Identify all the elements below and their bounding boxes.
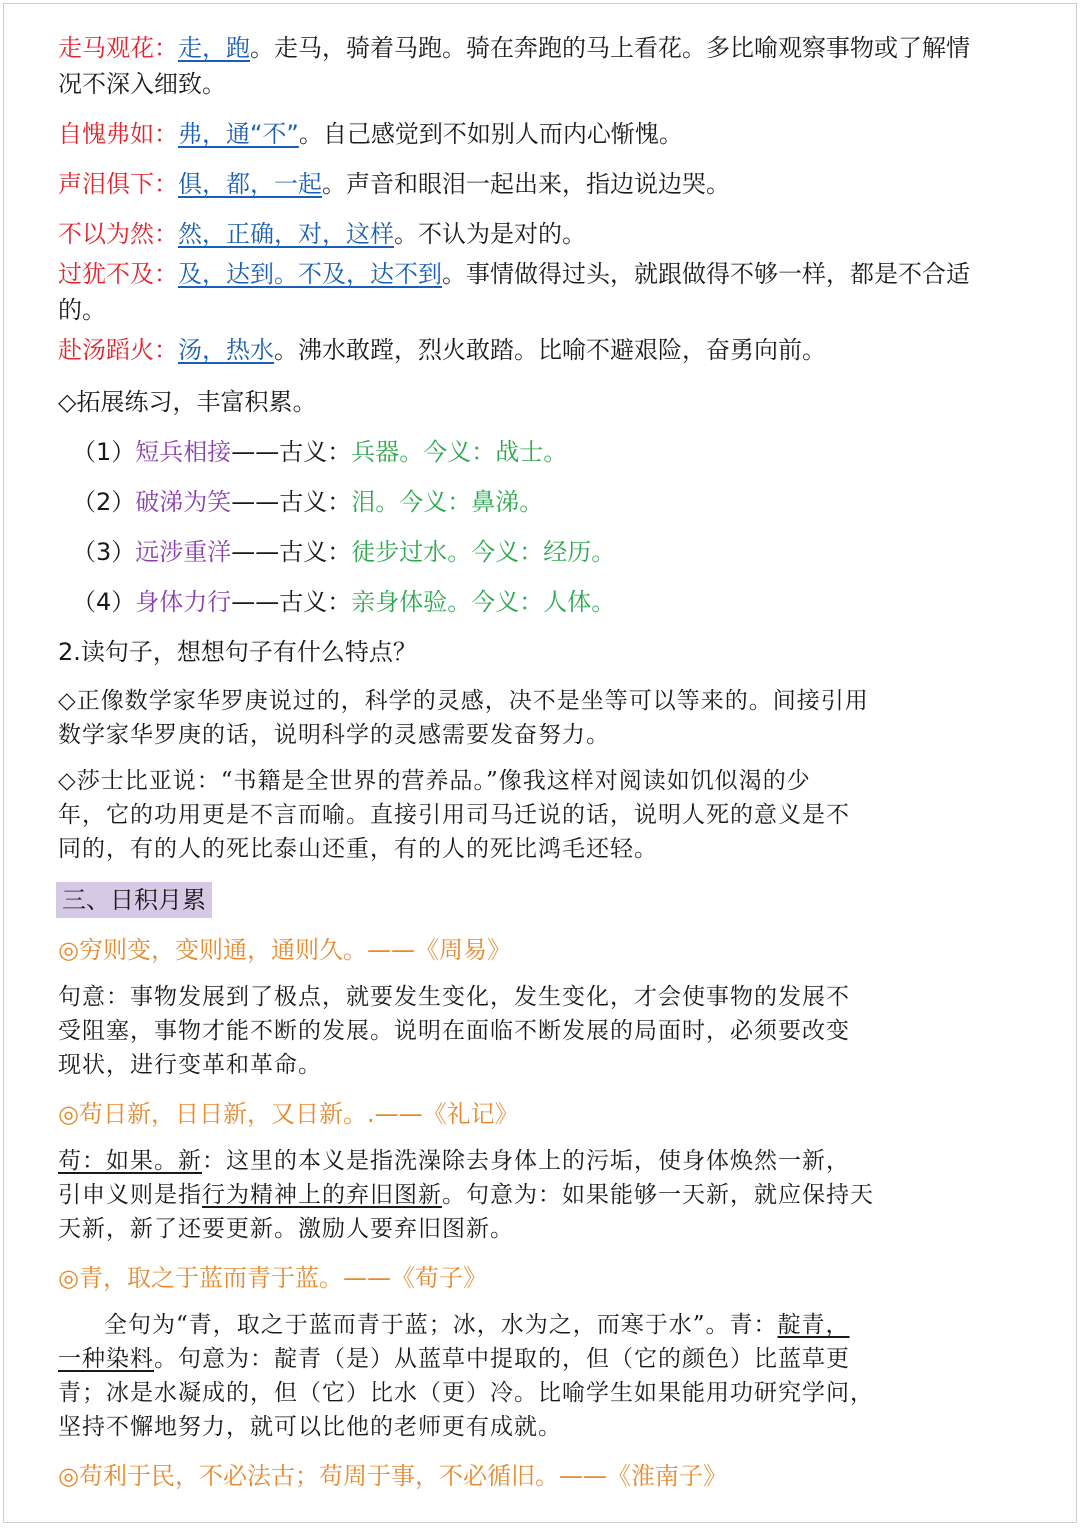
- content: [58, 30, 1043, 1494]
- item-word: 短兵相接: [135, 438, 232, 466]
- item-separator: ——古义：: [231, 438, 352, 466]
- item-separator: ——古义：: [231, 488, 352, 516]
- paragraph-line: [58, 1178, 1043, 1212]
- idiom-term: 声泪俱下：: [58, 170, 178, 198]
- paragraph-line: ◇莎士比亚说：“书籍是全世界的营养品。”像我这样对阅读如饥似渴的少: [58, 768, 811, 794]
- text-segment: 。句意为：如果能够一天新，就应保持天: [442, 1182, 874, 1208]
- underlined-term: 苟：如果。新: [58, 1148, 202, 1174]
- item-meaning: 徒步过水。今义：经历。: [351, 538, 616, 566]
- paragraph-line: [58, 1308, 1043, 1342]
- underlined-phrase: 一种染料: [58, 1346, 154, 1372]
- idiom-term: 走马观花：: [58, 34, 178, 62]
- text-segment: 全句为“青，取之于蓝而青于蓝；冰，水为之，而寒于水”。青：: [104, 1312, 778, 1338]
- extension-item: [58, 534, 1043, 570]
- paragraph-line: 现状，进行变革和革命。: [58, 1052, 322, 1078]
- paragraph-line: 句意：事物发展到了极点，就要发生变化，发生变化，才会使事物的发展不: [58, 984, 850, 1010]
- section-heading: 2.读句子，想想句子有什么特点？: [58, 638, 417, 666]
- idiom-continuation: 况不深入细致。: [58, 70, 226, 98]
- extension-item: [58, 434, 1043, 470]
- section-heading: [58, 882, 1043, 918]
- paragraph-line: 青；冰是水凝成的，但（它）比水（更）冷。比喻学生如果能用功研究学问，: [58, 1380, 874, 1406]
- idiom-term: 赴汤蹈火：: [58, 336, 178, 364]
- idiom-term: 自愧弗如：: [58, 120, 178, 148]
- paragraph-line: 受阻塞，事物才能不断的发展。说明在面临不断发展的局面时，必须要改变: [58, 1018, 850, 1044]
- text-segment: 。句意为：靛青（是）从蓝草中提取的，但（它的颜色）比蓝草更: [154, 1346, 850, 1372]
- highlighted-heading: 三、日积月累: [56, 882, 212, 918]
- proverb-heading: ◎穷则变，变则通，通则久。——《周易》: [58, 936, 511, 964]
- idiom-term: 不以为然：: [58, 220, 178, 248]
- item-separator: ——古义：: [231, 538, 352, 566]
- proverb-explanation: [58, 980, 1043, 1082]
- idiom-key-word: 弗，通“不”: [178, 120, 299, 148]
- item-number: （2）: [72, 488, 136, 516]
- paragraph-line: 数学家华罗庚的话，说明科学的灵感需要发奋努力。: [58, 722, 610, 748]
- extension-heading: ◇拓展练习，丰富积累。: [58, 388, 317, 416]
- underlined-phrase: 行为精神上的弃旧图新: [202, 1182, 442, 1208]
- idiom-explanation: 。事情做得过头，就跟做得不够一样，都是不合适: [442, 260, 970, 288]
- idiom-entry: [58, 216, 1043, 252]
- item-meaning: 亲身体验。今义：人体。: [351, 588, 616, 616]
- item-number: （4）: [72, 588, 136, 616]
- text-segment: 引申义则是指: [58, 1182, 202, 1208]
- item-meaning: 兵器。今义：战士。: [351, 438, 568, 466]
- underlined-phrase: 靛青，: [777, 1312, 850, 1338]
- extension-item: [58, 484, 1043, 520]
- idiom-entry: [58, 30, 1043, 66]
- proverb-heading: ◎苟利于民，不必法古；苟周于事，不必循旧。——《淮南子》: [58, 1462, 727, 1490]
- idiom-explanation: 。走马，骑着马跑。骑在奔跑的马上看花。多比喻观察事物或了解情: [250, 34, 970, 62]
- proverb-heading: ◎青，取之于蓝而青于蓝。——《荀子》: [58, 1264, 487, 1292]
- idiom-key-word: 然，正确，对，这样: [178, 220, 394, 248]
- idiom-continuation: 的。: [58, 296, 106, 324]
- idiom-explanation: 。声音和眼泪一起出来，指边说边哭。: [322, 170, 730, 198]
- paragraph-line: [58, 1342, 1043, 1376]
- paragraph-line: 年，它的功用更是不言而喻。直接引用司马迁说的话，说明人死的意义是不: [58, 802, 850, 828]
- extension-item: [58, 584, 1043, 620]
- quote-paragraph: [58, 764, 1043, 866]
- idiom-entry: [58, 166, 1043, 202]
- paragraph-line: ◇正像数学家华罗庚说过的，科学的灵感，决不是坐等可以等来的。间接引用: [58, 688, 869, 714]
- idiom-key-word: 汤，热水: [178, 336, 274, 364]
- page: [3, 3, 1077, 1523]
- text-segment: ：这里的本义是指洗澡除去身体上的污垢，使身体焕然一新，: [202, 1148, 850, 1174]
- paragraph-line: [58, 1144, 1043, 1178]
- idiom-key-word: 俱，都，一起: [178, 170, 322, 198]
- item-number: （3）: [72, 538, 136, 566]
- proverb-explanation: [58, 1308, 1043, 1444]
- item-word: 远涉重洋: [135, 538, 232, 566]
- item-number: （1）: [72, 438, 136, 466]
- idiom-key-word: 走，跑: [178, 34, 250, 62]
- idiom-explanation: 。不认为是对的。: [394, 220, 586, 248]
- item-separator: ——古义：: [231, 588, 352, 616]
- idiom-entry: [58, 116, 1043, 152]
- idiom-key-word: 及，达到。不及，达不到: [178, 260, 442, 288]
- paragraph-line: 天新，新了还要更新。激励人要弃旧图新。: [58, 1216, 514, 1242]
- paragraph-line: 同的，有的人的死比泰山还重，有的人的死比鸿毛还轻。: [58, 836, 658, 862]
- proverb-explanation: [58, 1144, 1043, 1246]
- paragraph-line: 坚持不懈地努力，就可以比他的老师更有成就。: [58, 1414, 562, 1440]
- idiom-entry: [58, 332, 1043, 368]
- idiom-term: 过犹不及：: [58, 260, 178, 288]
- idiom-entry: [58, 256, 1043, 292]
- proverb-heading: ◎苟日新，日日新，又日新。.——《礼记》: [58, 1100, 519, 1128]
- idiom-explanation: 。自己感觉到不如别人而内心惭愧。: [298, 120, 683, 148]
- item-word: 破涕为笑: [135, 488, 232, 516]
- item-meaning: 泪。今义：鼻涕。: [351, 488, 544, 516]
- quote-paragraph: [58, 684, 1043, 752]
- item-word: 身体力行: [135, 588, 232, 616]
- idiom-explanation: 。沸水敢蹚，烈火敢踏。比喻不避艰险，奋勇向前。: [274, 336, 826, 364]
